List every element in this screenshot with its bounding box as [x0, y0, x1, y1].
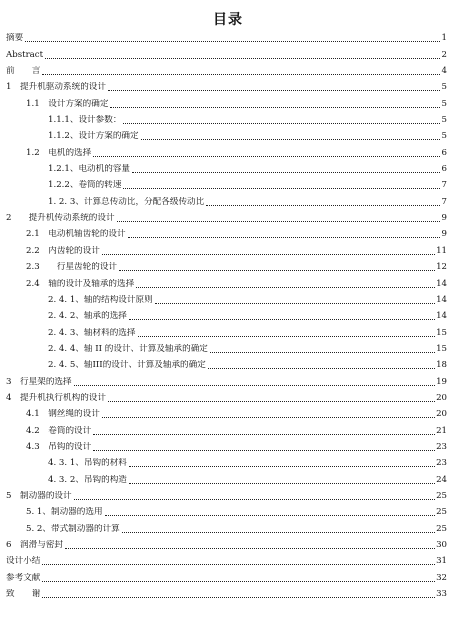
toc-entry-page-number: 5: [441, 115, 447, 126]
toc-entry-label: 3 行星架的选择: [6, 376, 72, 387]
dot-leader: [108, 90, 440, 91]
toc-entry[interactable]: [6, 388, 447, 404]
dot-leader: [129, 466, 435, 467]
toc-entry-page-number: 15: [436, 343, 447, 354]
toc-entry[interactable]: [6, 44, 447, 60]
toc-entry-page-number: 14: [436, 278, 447, 289]
dot-leader: [129, 319, 435, 320]
toc-entry-label: Abstract: [6, 49, 44, 60]
toc-entry-label: 1. 2. 3、计算总传动比，分配各级传动比: [48, 196, 205, 207]
toc-entry-label: 4.1 钢丝绳的设计: [26, 409, 100, 420]
toc-entry-label: 1.1 设计方案的确定: [26, 98, 109, 109]
toc-entry-label: 1.2 电机的选择: [26, 147, 92, 158]
toc-entry[interactable]: [6, 61, 447, 77]
toc-entry[interactable]: [6, 437, 447, 453]
toc-entry[interactable]: [6, 567, 447, 583]
toc-entry[interactable]: [6, 339, 447, 355]
dot-leader: [155, 303, 435, 304]
dot-leader: [122, 532, 435, 533]
toc-entry[interactable]: [6, 535, 447, 551]
toc-entry-label: 参考文献: [6, 572, 41, 583]
dot-leader: [74, 499, 435, 500]
dot-leader: [119, 270, 435, 271]
toc-entry[interactable]: [6, 322, 447, 338]
dot-leader: [108, 401, 435, 402]
dot-leader: [42, 564, 435, 565]
toc-entry[interactable]: [6, 469, 447, 485]
toc-entry-page-number: 23: [436, 458, 447, 469]
toc-entry[interactable]: [6, 159, 447, 175]
dot-leader: [65, 548, 435, 549]
toc-entry-page-number: 25: [436, 507, 447, 518]
toc-entry[interactable]: [6, 273, 447, 289]
toc-entry-page-number: 11: [436, 245, 447, 256]
dot-leader: [45, 58, 440, 59]
toc-entry-page-number: 2: [441, 49, 447, 60]
toc-entry[interactable]: [6, 404, 447, 420]
toc-entry[interactable]: [6, 175, 447, 191]
toc-entry-label: 2. 4. 5、轴III的设计、计算及轴承的确定: [48, 360, 206, 371]
toc-entry-page-number: 12: [436, 262, 447, 273]
toc-entry[interactable]: [6, 551, 447, 567]
page-title: 目录: [213, 12, 243, 28]
dot-leader: [105, 515, 436, 516]
toc-entry-page-number: 15: [436, 327, 447, 338]
toc-entry-label: 前 言: [6, 66, 41, 77]
dot-leader: [93, 434, 435, 435]
dot-leader: [206, 205, 440, 206]
toc-entry-label: 1.2.2、卷筒的转速: [48, 180, 122, 191]
toc-entry[interactable]: [6, 224, 447, 240]
toc-entry[interactable]: [6, 257, 447, 273]
dot-leader: [210, 352, 435, 353]
toc-entry-page-number: 5: [441, 131, 447, 142]
dot-leader: [138, 336, 436, 337]
toc-entry-label: 2.2 内齿轮的设计: [26, 245, 100, 256]
dot-leader: [123, 123, 440, 124]
toc-entry-page-number: 9: [441, 213, 447, 224]
toc-entry-page-number: 18: [436, 360, 447, 371]
toc-entry-page-number: 21: [436, 425, 447, 436]
toc-entry-page-number: 14: [436, 311, 447, 322]
dot-leader: [208, 368, 435, 369]
toc-entry-page-number: 20: [436, 392, 447, 403]
toc-entry[interactable]: [6, 208, 447, 224]
dot-leader: [25, 41, 440, 42]
toc-entry-label: 1.1.1、设计参数：: [48, 115, 122, 126]
toc-entry-label: 设计小结: [6, 556, 41, 567]
toc-entry-page-number: 25: [436, 523, 447, 534]
dot-leader: [129, 483, 435, 484]
toc-entry-label: 致 谢: [6, 589, 41, 600]
toc-entry-page-number: 6: [441, 147, 447, 158]
toc-entry-label: 5. 1、制动器的选用: [26, 507, 103, 518]
dot-leader: [102, 254, 435, 255]
toc-entry[interactable]: [6, 77, 447, 93]
dot-leader: [136, 287, 435, 288]
toc-entry-page-number: 5: [441, 98, 447, 109]
toc-entry-label: 2. 4. 3、轴材料的选择: [48, 327, 136, 338]
toc-entry[interactable]: [6, 240, 447, 256]
dot-leader: [128, 237, 440, 238]
toc-entry-page-number: 25: [436, 490, 447, 501]
toc-entry-page-number: 30: [436, 540, 447, 550]
toc-entry-label: 1.2.1、电动机的容量: [48, 164, 131, 175]
toc-entry-label: 2. 4. 2、轴承的选择: [48, 311, 127, 322]
toc-entry[interactable]: [6, 502, 447, 518]
toc-entry-label: 2.4 轴的设计及轴承的选择: [26, 278, 135, 289]
toc-entry-label: 2.1 电动机轴齿轮的设计: [26, 229, 126, 240]
toc-entry[interactable]: [6, 584, 447, 600]
toc-entry-page-number: 6: [441, 164, 447, 175]
toc-entry-label: 5. 2、带式制动器的计算: [26, 523, 120, 534]
toc-entry-page-number: 19: [436, 376, 447, 387]
toc-entry-page-number: 5: [441, 82, 447, 93]
toc-entry[interactable]: [6, 420, 447, 436]
toc-entry-label: 2. 4. 4、轴 II 的设计、计算及轴承的确定: [48, 343, 208, 354]
toc-entry[interactable]: [6, 110, 447, 126]
toc-entry-page-number: 23: [436, 441, 447, 452]
toc-entry[interactable]: [6, 486, 447, 502]
toc-entry[interactable]: [6, 126, 447, 142]
dot-leader: [123, 188, 440, 189]
toc-entry[interactable]: [6, 191, 447, 207]
toc-entry-label: 4.2 卷筒的设计: [26, 425, 92, 436]
toc-entry-label: 4.3 吊钩的设计: [26, 441, 92, 452]
toc-entry-label: 2. 4. 1、轴的结构设计原则: [48, 294, 153, 305]
toc-entry-label: 2.3 行星齿轮的设计: [26, 262, 118, 273]
toc-entry-label: 4. 3. 2、吊钩的构造: [48, 474, 127, 485]
toc-entry-page-number: 24: [436, 474, 447, 485]
toc-entry[interactable]: [6, 28, 447, 44]
toc-entry-label: 2 提升机传动系统的设计: [6, 213, 115, 224]
dot-leader: [132, 172, 440, 173]
toc-entry-page-number: 33: [436, 589, 447, 600]
toc-entry-page-number: 32: [436, 572, 447, 583]
toc-entry[interactable]: [6, 355, 447, 371]
toc-entry-label: 摘要: [6, 33, 24, 44]
dot-leader: [42, 597, 435, 598]
toc-entry-label: 1.1.2、设计方案的确定: [48, 131, 139, 142]
toc-entry[interactable]: [6, 371, 447, 387]
toc-entry[interactable]: [6, 93, 447, 109]
toc-entry-page-number: 31: [436, 556, 447, 567]
toc-entry-label: 5 制动器的设计: [6, 490, 72, 501]
dot-leader: [141, 139, 440, 140]
toc-entry-page-number: 1: [441, 33, 447, 44]
dot-leader: [110, 107, 440, 108]
toc-entry-page-number: 14: [436, 294, 447, 305]
dot-leader: [42, 74, 440, 75]
toc-entry-label: 6 润滑与密封: [6, 540, 64, 550]
toc-entry[interactable]: [6, 306, 447, 322]
dot-leader: [117, 221, 440, 222]
toc-entry-label: 4. 3. 1、吊钩的材料: [48, 458, 127, 469]
toc-entry[interactable]: [6, 142, 447, 158]
toc-entry-page-number: 7: [441, 196, 447, 207]
toc-entry-label: 4 提升机执行机构的设计: [6, 392, 106, 403]
toc-entry-page-number: 9: [441, 229, 447, 240]
dot-leader: [102, 417, 435, 418]
toc-entry[interactable]: [6, 453, 447, 469]
toc-entry-page-number: 7: [441, 180, 447, 191]
toc-entry-label: 1 提升机驱动系统的设计: [6, 82, 106, 93]
toc-entry[interactable]: [6, 518, 447, 534]
table-of-contents: [6, 28, 447, 600]
toc-entry[interactable]: [6, 290, 447, 306]
dot-leader: [93, 450, 435, 451]
toc-entry-page-number: 20: [436, 409, 447, 420]
dot-leader: [74, 385, 435, 386]
dot-leader: [93, 156, 440, 157]
dot-leader: [42, 581, 435, 582]
toc-entry-page-number: 4: [441, 66, 447, 77]
